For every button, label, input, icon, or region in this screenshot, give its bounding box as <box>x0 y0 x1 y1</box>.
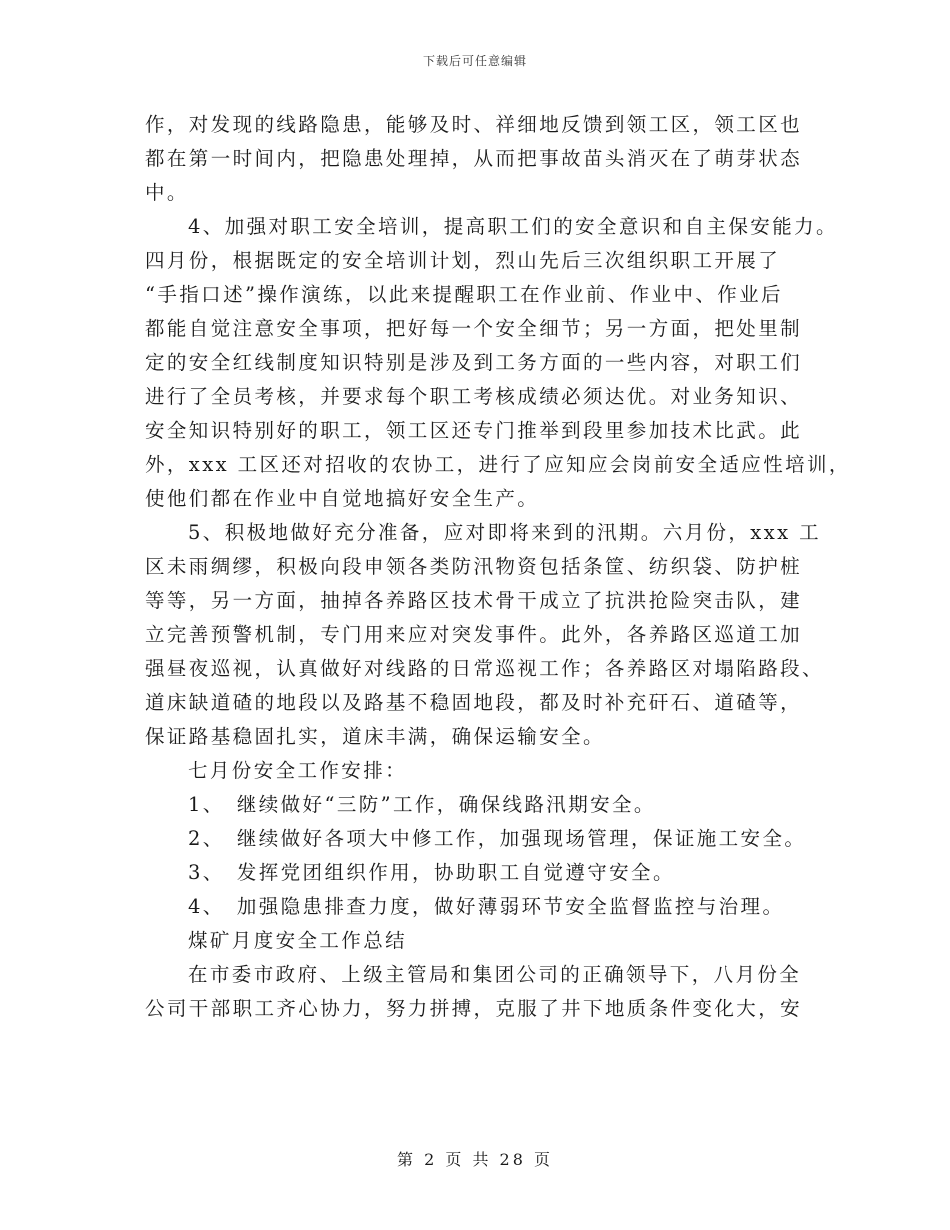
text-line: 煤矿月度安全工作总结 <box>188 929 408 952</box>
text-line: 4、 加强隐患排查力度，做好薄弱环节安全监督监控与治理。 <box>188 895 785 918</box>
text-line: 2、 继续做好各项大中修工作，加强现场管理，保证施工安全。 <box>188 827 807 850</box>
text-line: 都能自觉注意安全事项，把好每一个安全细节；另一方面，把处里制 <box>145 317 803 340</box>
text-line: 保证路基稳固扎实，道床丰满，确保运输安全。 <box>145 725 605 748</box>
text-line: “手指口述”操作演练，以此来提醒职工在作业前、作业中、作业后 <box>145 283 783 306</box>
text-line: 作，对发现的线路隐患，能够及时、祥细地反馈到领工区，领工区也 <box>145 113 803 136</box>
text-line: 区未雨绸缪，积极向段申领各类防汛物资包括条筐、纺织袋、防护桩 <box>145 555 803 578</box>
text-line: 四月份，根据既定的安全培训计划，烈山先后三次组织职工开展了 <box>145 249 781 272</box>
text-line: 道床缺道碴的地段以及路基不稳固地段，都及时补充矸石、道碴等， <box>145 691 803 714</box>
text-line: 1、 继续做好“三防”工作，确保线路汛期安全。 <box>188 793 656 816</box>
page-footer: 第 2 页 共 28 页 <box>397 1150 553 1169</box>
document-body <box>145 108 851 1026</box>
text-line: 立完善预警机制，专门用来应对突发事件。此外，各养路区巡道工加 <box>145 623 803 646</box>
text-line: 中。 <box>145 181 189 204</box>
text-line: 定的安全红线制度知识特别是涉及到工务方面的一些内容，对职工们 <box>145 351 803 374</box>
page-header: 下载后可任意编辑 <box>422 54 527 68</box>
text-line: 4、加强对职工安全培训，提高职工们的安全意识和自主保安能力。 <box>188 215 838 238</box>
text-line: 强昼夜巡视，认真做好对线路的日常巡视工作；各养路区对塌陷路段、 <box>145 657 824 680</box>
text-line: 5、积极地做好充分准备，应对即将来到的汛期。六月份，xxx 工 <box>188 521 821 544</box>
text-line: 都在第一时间内，把隐患处理掉，从而把事故苗头消灭在了萌芽状态 <box>145 147 803 170</box>
text-line: 在市委市政府、上级主管局和集团公司的正确领导下，八月份全 <box>188 963 802 986</box>
text-line: 公司干部职工齐心协力，努力拼搏，克服了井下地质条件变化大，安 <box>145 997 803 1020</box>
text-line: 外，xxx 工区还对招收的农协工，进行了应知应会岗前安全适应性培训， <box>145 453 851 476</box>
text-line: 等等，另一方面，抽掉各养路区技术骨干成立了抗洪抢险突击队，建 <box>145 589 803 612</box>
text-line: 使他们都在作业中自觉地搞好安全生产。 <box>145 487 540 510</box>
text-line: 七月份安全工作安排： <box>188 759 408 782</box>
text-line: 3、 发挥党团组织作用，协助职工自觉遵守安全。 <box>188 861 675 884</box>
text-line: 进行了全员考核，并要求每个职工考核成绩必须达优。对业务知识、 <box>145 385 803 408</box>
text-line: 安全知识特别好的职工，领工区还专门推举到段里参加技术比武。此 <box>145 419 803 442</box>
